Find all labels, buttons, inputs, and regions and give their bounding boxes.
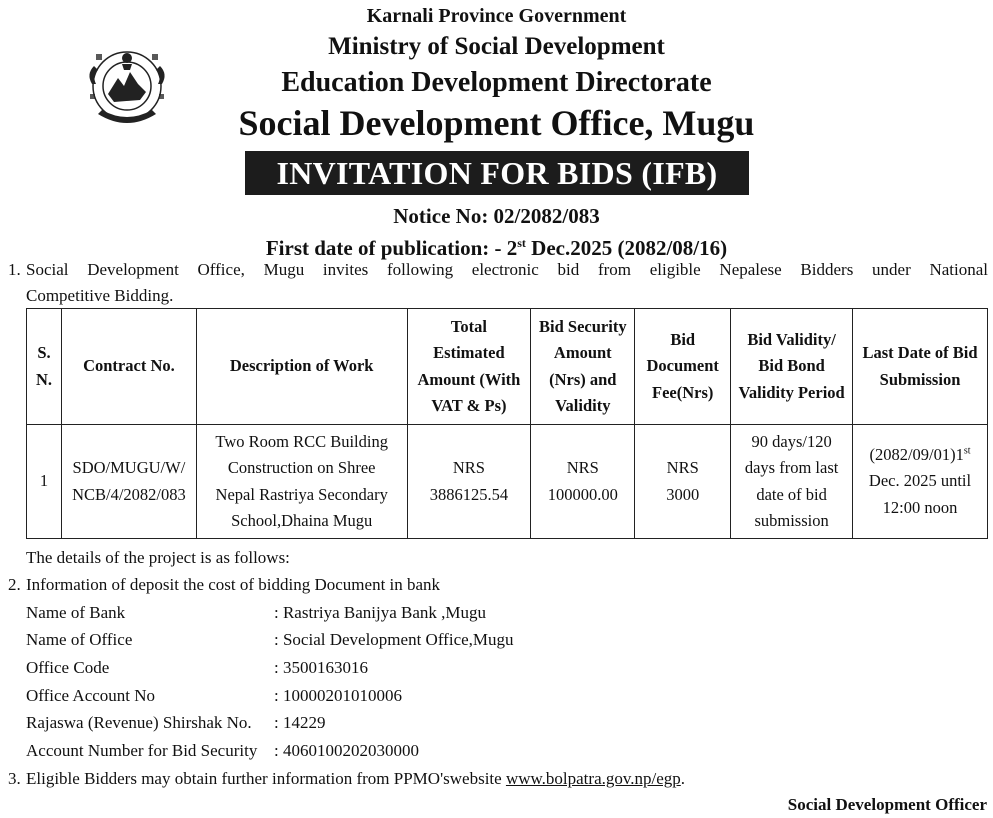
cell-fee: NRS 3000 [635,425,731,539]
cell-validity: 90 days/120 days from last date of bid submission [731,425,853,539]
cell-last-date: (2082/09/01)1st Dec. 2025 until 12:00 noon [853,425,988,539]
bid-security-account-label: Account Number for Bid Security [26,741,258,760]
section-1-number: 1. [8,260,21,279]
col-header-last-date: Last Date of Bid Submission [853,309,988,425]
col-header-fee: Bid Document Fee(Nrs) [635,309,731,425]
table-row [27,425,988,539]
publication-date: First date of publication: - 2st Dec.2025 (2082/08/16) [265,236,728,260]
ministry-name: Ministry of Social Development [328,33,665,60]
cell-sn: 1 [27,425,62,539]
table-header-row [27,309,988,425]
bank-name-value: : Rastriya Banijya Bank ,Mugu [274,603,487,622]
office-name: Social Development Office, Mugu [238,103,755,143]
office-code-value: : 3500163016 [274,658,368,677]
ifb-banner-title: INVITATION FOR BIDS (IFB) [276,155,718,191]
notice-number: Notice No: 02/2082/083 [393,204,600,228]
col-header-description: Description of Work [196,309,407,425]
section-3-number: 3. [8,769,21,788]
bank-name-label: Name of Bank [26,603,126,622]
col-header-validity: Bid Validity/ Bid Bond Validity Period [731,309,853,425]
signature-title: Social Development Officer [787,795,987,814]
revenue-shirshak-value: : 14229 [274,713,326,732]
office-name-label: Name of Office [26,630,133,649]
section-2-title: Information of deposit the cost of bidding Document in bank [26,575,441,594]
col-header-security: Bid Security Amount (Nrs) and Validity [531,309,635,425]
bolpatra-link[interactable]: www.bolpatra.gov.np/egp [505,769,681,788]
cell-security: NRS 100000.00 [531,425,635,539]
cell-contract: SDO/MUGU/W/ NCB/4/2082/083 [61,425,196,539]
office-code-label: Office Code [26,658,110,677]
bid-security-account-value: : 4060100202030000 [274,741,419,760]
intro-text-line2: Competitive Bidding. [26,286,174,305]
section-2-number: 2. [8,575,21,594]
revenue-shirshak-label: Rajaswa (Revenue) Shirshak No. [26,713,252,732]
intro-text-line1: Social Development Office, Mugu invites following electronic bid from eligible Nepalese Bidders under National [26,260,988,279]
section-3-text: Eligible Bidders may obtain further information from PPMO'swebsite www.bolpatra.gov.np/egp. [26,769,686,788]
directorate-name: Education Development Directorate [281,67,712,98]
bid-table [26,308,988,539]
office-account-value: : 10000201010006 [274,686,402,705]
details-text: The details of the project is as follows: [26,548,290,567]
col-header-total: Total Estimated Amount (With VAT & Ps) [407,309,531,425]
cell-total: NRS 3886125.54 [407,425,531,539]
cell-description: Two Room RCC Building Construction on Shree Nepal Rastriya Secondary School,Dhaina Mugu [196,425,407,539]
province-name: Karnali Province Government [366,5,627,27]
office-account-label: Office Account No [26,686,156,705]
col-header-contract: Contract No. [61,309,196,425]
office-name-value: : Social Development Office,Mugu [274,630,514,649]
col-header-sn: S. N. [27,309,62,425]
